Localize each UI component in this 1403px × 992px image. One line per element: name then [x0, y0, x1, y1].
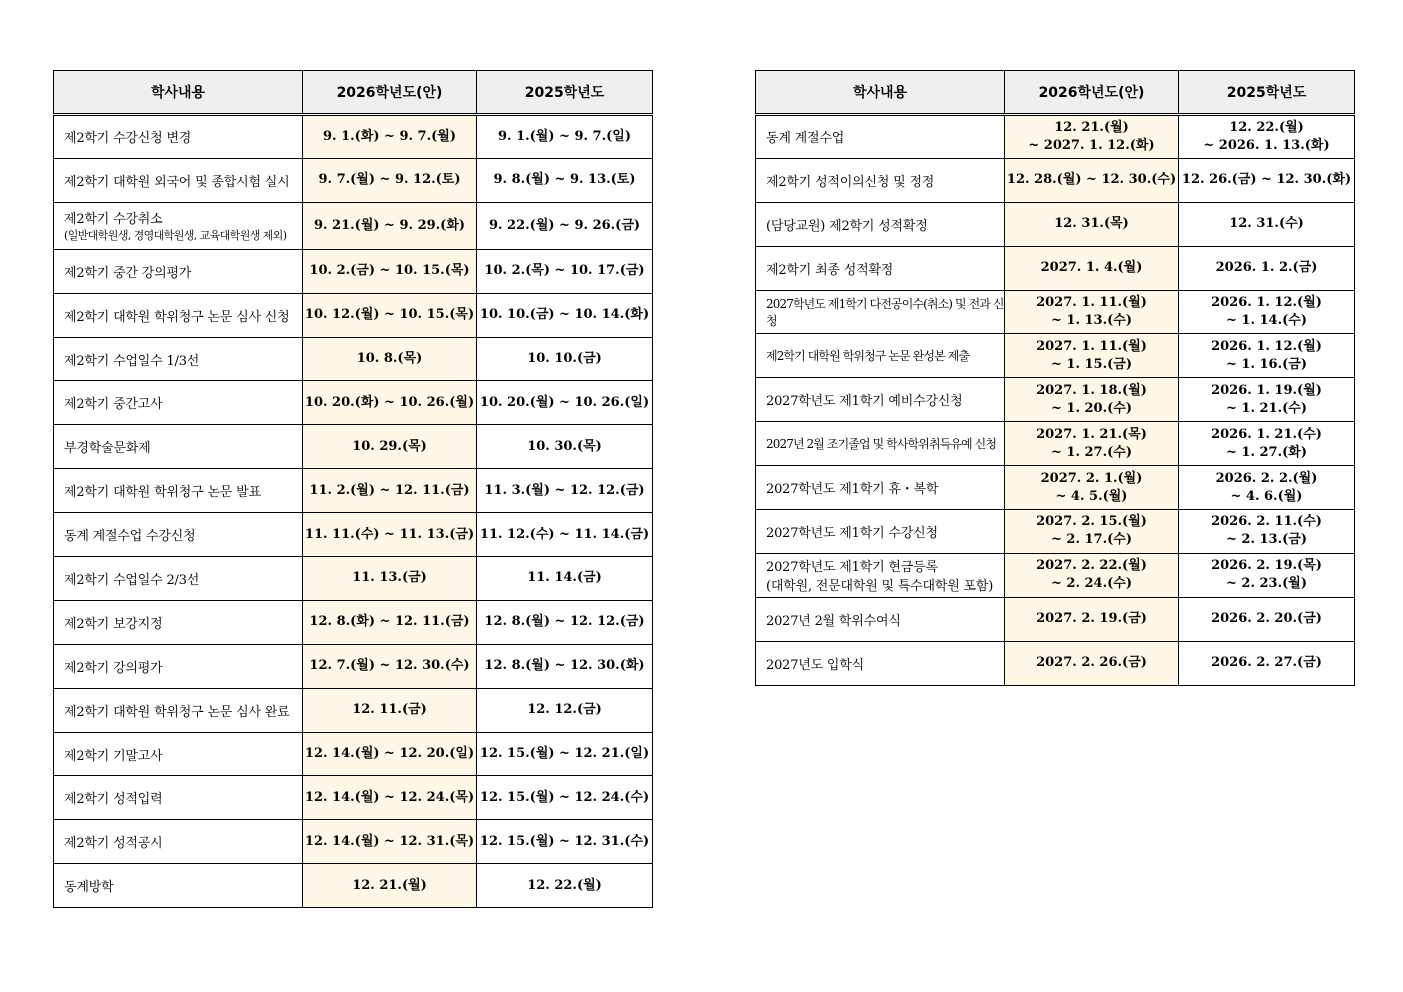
item-cell: 제2학기 최종 성적확정: [756, 246, 1005, 290]
table-row: [54, 202, 653, 249]
date-line: ~ 2. 23.(월): [1226, 576, 1307, 592]
date-2025-cell: 11. 14.(금): [477, 557, 653, 601]
date-line: ~ 1. 21.(수): [1226, 400, 1307, 416]
header-row: [54, 71, 653, 115]
item-note: (일반대학원생, 경영대학원생, 교육대학원생 제외): [64, 229, 287, 243]
item-cell: 2027년도 입학식: [756, 641, 1005, 685]
item-cell: [756, 553, 1005, 597]
date-2025-cell: 9. 1.(월) ~ 9. 7.(일): [477, 115, 653, 159]
date-2026-cell: 11. 2.(월) ~ 12. 11.(금): [303, 469, 477, 513]
item-cell: 2027학년도 제1학기 다전공이수(취소) 및 전과 신청: [756, 290, 1005, 334]
date-2025-cell: 9. 22.(월) ~ 9. 26.(금): [477, 202, 653, 249]
date-2025-cell: [1179, 466, 1355, 510]
date-2025-cell: [1179, 290, 1355, 334]
date-line: ~ 1. 27.(화): [1226, 444, 1307, 460]
item-cell: 제2학기 성적공시: [54, 820, 303, 864]
date-2026-cell: 10. 29.(목): [303, 425, 477, 469]
date-2026-cell: 10. 8.(목): [303, 337, 477, 381]
date-2025-cell: [1179, 334, 1355, 378]
item-cell: 제2학기 대학원 학위청구 논문 심사 완료: [54, 688, 303, 732]
header-2026: 2026학년도(안): [303, 71, 477, 115]
item-cell: 2027년 2월 학위수여식: [756, 597, 1005, 641]
date-line: 2026. 2. 2.(월): [1215, 470, 1318, 486]
date-line: ~ 2. 17.(수): [1051, 532, 1132, 548]
date-line: 2027. 2. 1.(월): [1040, 470, 1143, 486]
table-row: [756, 246, 1355, 290]
item-cell: 제2학기 대학원 학위청구 논문 완성본 제출: [756, 334, 1005, 378]
table-row: [756, 422, 1355, 466]
date-2026-cell: 12. 14.(월) ~ 12. 31.(목): [303, 820, 477, 864]
date-2026-cell: 12. 28.(월) ~ 12. 30.(수): [1005, 158, 1179, 202]
date-2026-cell: 12. 14.(월) ~ 12. 20.(일): [303, 732, 477, 776]
date-2025-cell: [1179, 422, 1355, 466]
date-line: ~ 4. 6.(월): [1230, 488, 1303, 504]
date-2025-cell: [1179, 553, 1355, 597]
date-2025-cell: [1179, 115, 1355, 159]
table-row: [54, 820, 653, 864]
header-2025: 2025학년도: [477, 71, 653, 115]
item-cell: 제2학기 중간 강의평가: [54, 249, 303, 293]
date-2025-cell: 2026. 1. 2.(금): [1179, 246, 1355, 290]
date-2025-cell: 9. 8.(월) ~ 9. 13.(토): [477, 158, 653, 202]
date-2026-cell: 2027. 1. 4.(월): [1005, 246, 1179, 290]
table-row: [54, 644, 653, 688]
date-line: 2027. 1. 21.(목): [1036, 426, 1147, 442]
table-row: [54, 115, 653, 159]
item-cell: 2027학년도 제1학기 수강신청: [756, 510, 1005, 554]
date-2025-cell: 2026. 2. 27.(금): [1179, 641, 1355, 685]
date-2025-cell: 12. 31.(수): [1179, 202, 1355, 246]
table-row: [756, 202, 1355, 246]
item-line: 제2학기 수강취소: [64, 212, 163, 228]
item-cell: 동계 계절수업: [756, 115, 1005, 159]
header-2025: 2025학년도: [1179, 71, 1355, 115]
item-cell: 제2학기 성적입력: [54, 776, 303, 820]
item-cell: 제2학기 수업일수 2/3선: [54, 557, 303, 601]
date-2025-cell: [1179, 510, 1355, 554]
date-line: 2027. 2. 22.(월): [1036, 558, 1147, 574]
date-2025-cell: 10. 30.(목): [477, 425, 653, 469]
item-line: 2027학년도 제1학기 현금등록: [766, 560, 938, 576]
item-cell: 제2학기 대학원 학위청구 논문 발표: [54, 469, 303, 513]
date-line: 12. 21.(월): [1054, 119, 1129, 135]
date-line: ~ 1. 20.(수): [1051, 400, 1132, 416]
academic-calendar-table-left: [53, 70, 653, 908]
item-cell: 2027년 2월 조기졸업 및 학사학위취득유예 신청: [756, 422, 1005, 466]
item-cell: 부경학술문화제: [54, 425, 303, 469]
date-line: ~ 2. 24.(수): [1051, 576, 1132, 592]
date-2025-cell: 12. 15.(월) ~ 12. 21.(일): [477, 732, 653, 776]
table-row: [54, 469, 653, 513]
date-2026-cell: [1005, 510, 1179, 554]
date-2026-cell: 12. 21.(월): [303, 864, 477, 908]
table-row: [54, 158, 653, 202]
table-row: [756, 553, 1355, 597]
header-item: 학사내용: [54, 71, 303, 115]
date-line: 2026. 2. 11.(수): [1211, 514, 1322, 530]
item-cell: 제2학기 중간고사: [54, 381, 303, 425]
table-row: [756, 510, 1355, 554]
date-2025-cell: 10. 2.(목) ~ 10. 17.(금): [477, 249, 653, 293]
table-row: [756, 641, 1355, 685]
date-2026-cell: 11. 13.(금): [303, 557, 477, 601]
date-2025-cell: 2026. 2. 20.(금): [1179, 597, 1355, 641]
date-2026-cell: 12. 11.(금): [303, 688, 477, 732]
date-2025-cell: 11. 3.(월) ~ 12. 12.(금): [477, 469, 653, 513]
date-2026-cell: [1005, 553, 1179, 597]
date-2026-cell: [1005, 334, 1179, 378]
date-2026-cell: 10. 20.(화) ~ 10. 26.(월): [303, 381, 477, 425]
table-row: [54, 513, 653, 557]
date-line: ~ 1. 15.(금): [1051, 356, 1132, 372]
date-line: 12. 22.(월): [1229, 119, 1304, 135]
item-cell: 2027학년도 제1학기 예비수강신청: [756, 378, 1005, 422]
table-row: [54, 425, 653, 469]
table-row: [756, 158, 1355, 202]
date-2025-cell: 12. 8.(월) ~ 12. 30.(화): [477, 644, 653, 688]
header-2026: 2026학년도(안): [1005, 71, 1179, 115]
table-row: [756, 290, 1355, 334]
date-2025-cell: 12. 12.(금): [477, 688, 653, 732]
item-cell: 2027학년도 제1학기 휴・복학: [756, 466, 1005, 510]
date-2025-cell: 12. 26.(금) ~ 12. 30.(화): [1179, 158, 1355, 202]
table-row: [756, 115, 1355, 159]
item-cell: 제2학기 기말고사: [54, 732, 303, 776]
header-item: 학사내용: [756, 71, 1005, 115]
date-2025-cell: 10. 20.(월) ~ 10. 26.(일): [477, 381, 653, 425]
table-row: [54, 337, 653, 381]
table-row: [54, 557, 653, 601]
date-line: 2026. 2. 19.(목): [1211, 558, 1322, 574]
date-2026-cell: 12. 31.(목): [1005, 202, 1179, 246]
date-line: 2026. 1. 19.(월): [1211, 382, 1322, 398]
date-2026-cell: 10. 12.(월) ~ 10. 15.(목): [303, 293, 477, 337]
item-cell: (담당교원) 제2학기 성적확정: [756, 202, 1005, 246]
date-2026-cell: 12. 14.(월) ~ 12. 24.(목): [303, 776, 477, 820]
date-2026-cell: [1005, 378, 1179, 422]
table-row: [54, 776, 653, 820]
date-2026-cell: [1005, 422, 1179, 466]
academic-calendar-table-right: [755, 70, 1355, 686]
date-2026-cell: 2027. 2. 26.(금): [1005, 641, 1179, 685]
item-cell: 제2학기 대학원 학위청구 논문 심사 신청: [54, 293, 303, 337]
date-2025-cell: 12. 15.(월) ~ 12. 24.(수): [477, 776, 653, 820]
item-cell: [54, 202, 303, 249]
date-2026-cell: 11. 11.(수) ~ 11. 13.(금): [303, 513, 477, 557]
header-row: [756, 71, 1355, 115]
item-cell: 제2학기 수업일수 1/3선: [54, 337, 303, 381]
item-cell: 제2학기 수강신청 변경: [54, 115, 303, 159]
date-line: ~ 1. 27.(수): [1051, 444, 1132, 460]
item-cell: 제2학기 성적이의신청 및 정정: [756, 158, 1005, 202]
date-line: 2026. 1. 12.(월): [1211, 338, 1322, 354]
date-2026-cell: 9. 1.(화) ~ 9. 7.(월): [303, 115, 477, 159]
date-2025-cell: [1179, 378, 1355, 422]
table-row: [54, 732, 653, 776]
date-2026-cell: 10. 2.(금) ~ 10. 15.(목): [303, 249, 477, 293]
date-2025-cell: 12. 8.(월) ~ 12. 12.(금): [477, 600, 653, 644]
item-cell: 동계방학: [54, 864, 303, 908]
date-2025-cell: 12. 15.(월) ~ 12. 31.(수): [477, 820, 653, 864]
table-row: [54, 293, 653, 337]
item-cell: 제2학기 강의평가: [54, 644, 303, 688]
date-2026-cell: [1005, 290, 1179, 334]
table-row: [54, 249, 653, 293]
table-row: [54, 688, 653, 732]
table-row: [54, 381, 653, 425]
date-line: ~ 4. 5.(월): [1055, 488, 1128, 504]
date-line: 2027. 1. 11.(월): [1036, 295, 1147, 310]
table-row: [756, 334, 1355, 378]
date-line: ~ 2027. 1. 12.(화): [1028, 137, 1155, 153]
date-line: 2027. 2. 15.(월): [1036, 514, 1147, 530]
date-2025-cell: 10. 10.(금): [477, 337, 653, 381]
date-line: 2027. 1. 11.(월): [1036, 338, 1147, 354]
date-line: ~ 1. 14.(수): [1226, 313, 1307, 328]
table-row: [756, 466, 1355, 510]
table-row: [54, 600, 653, 644]
date-line: ~ 1. 16.(금): [1226, 356, 1307, 372]
table-row: [54, 864, 653, 908]
table-row: [756, 378, 1355, 422]
date-2026-cell: [1005, 466, 1179, 510]
date-line: ~ 2026. 1. 13.(화): [1203, 137, 1330, 153]
item-note: (대학원, 전문대학원 및 특수대학원 포함): [766, 579, 994, 595]
date-2025-cell: 12. 22.(월): [477, 864, 653, 908]
date-2026-cell: 9. 7.(월) ~ 9. 12.(토): [303, 158, 477, 202]
date-line: ~ 1. 13.(수): [1051, 313, 1132, 328]
date-line: 2026. 1. 12.(월): [1211, 295, 1322, 310]
date-2025-cell: 11. 12.(수) ~ 11. 14.(금): [477, 513, 653, 557]
table-row: [756, 597, 1355, 641]
item-cell: 제2학기 보강지정: [54, 600, 303, 644]
date-2026-cell: 12. 7.(월) ~ 12. 30.(수): [303, 644, 477, 688]
date-2026-cell: 9. 21.(월) ~ 9. 29.(화): [303, 202, 477, 249]
date-2026-cell: 2027. 2. 19.(금): [1005, 597, 1179, 641]
date-line: 2026. 1. 21.(수): [1211, 426, 1322, 442]
item-cell: 동계 계절수업 수강신청: [54, 513, 303, 557]
item-cell: 제2학기 대학원 외국어 및 종합시험 실시: [54, 158, 303, 202]
date-line: ~ 2. 13.(금): [1226, 532, 1307, 548]
date-2025-cell: 10. 10.(금) ~ 10. 14.(화): [477, 293, 653, 337]
date-2026-cell: 12. 8.(화) ~ 12. 11.(금): [303, 600, 477, 644]
date-line: 2027. 1. 18.(월): [1036, 382, 1147, 398]
date-2026-cell: [1005, 115, 1179, 159]
